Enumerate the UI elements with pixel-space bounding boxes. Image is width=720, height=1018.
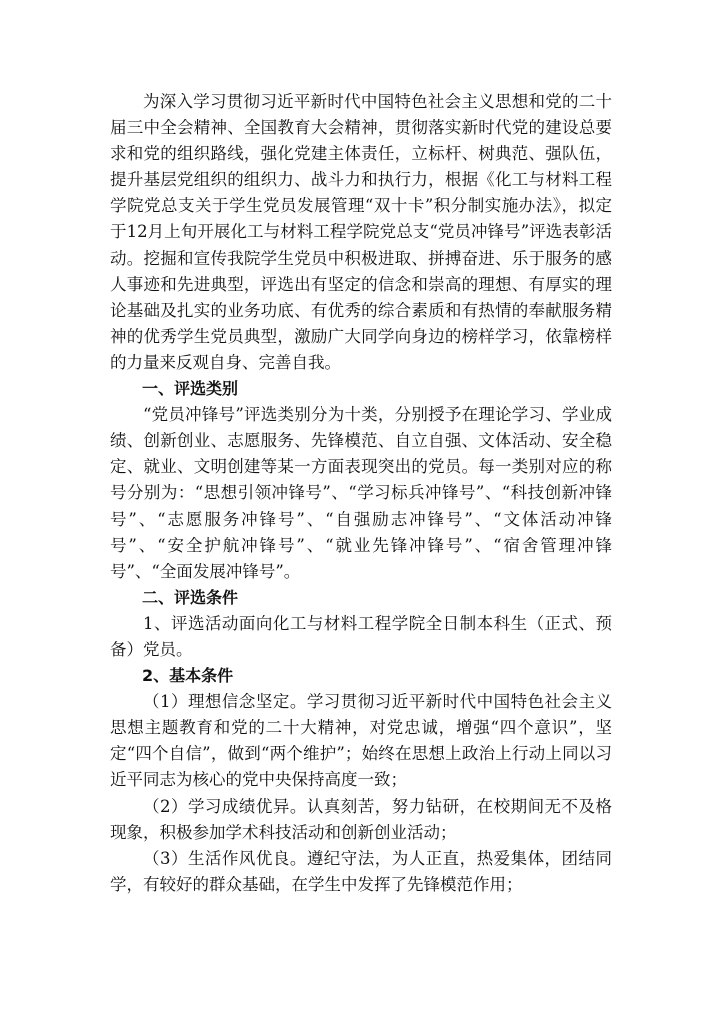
- section-heading-categories: 一、评选类别: [142, 379, 239, 399]
- subheading-basic-conditions: 2、基本条件: [142, 666, 234, 686]
- intro-paragraph: 为深入学习贯彻习近平新时代中国特色社会主义思想和党的二十届三中全会精神、全国教育大会精神，贯彻落实新时代党的建设总要求和党的组织路线，强化党建主体责任，立标杆、树典范、强队伍，提升基层党组织的组织力、战斗力和执行力，根据《化工与材料工程学院党总支关于学生党员发展管理“双十卡”积分制实施办法》，拟定于12月上旬开展化工与材料工程学院党总支“党员冲锋号”评选表彰活动。挖掘和宣传我院学生党员中积极进取、拼搏奋进、乐于服务的感人事迹和先进典型，评选出有坚定的信念和崇高的理想、有厚实的理论基础及扎实的业务功底、有优秀的综合素质和有热情的奉献服务精神的优秀学生党员典型，激励广大同学向身边的榜样学习，依靠榜样的力量来反观自身、完善自我。: [110, 92, 612, 372]
- condition-conduct-paragraph: （3）生活作风优良。遵纪守法，为人正直，热爱集体，团结同学，有较好的群众基础，在学生中发挥了先锋模范作用；: [110, 848, 612, 894]
- document-page: [110, 89, 612, 898]
- section-heading-conditions: 二、评选条件: [142, 587, 239, 607]
- condition-study-paragraph: （2）学习成绩优异。认真刻苦，努力钻研，在校期间无不及格现象，积极参加学术科技活动和创新创业活动；: [110, 796, 612, 842]
- categories-paragraph: “党员冲锋号”评选类别分为十类，分别授予在理论学习、学业成绩、创新创业、志愿服务、先锋模范、自立自强、文体活动、安全稳定、就业、文明创建等某一方面表现突出的党员。每一类别对应的称号分别为：“思想引领冲锋号”、“学习标兵冲锋号”、“科技创新冲锋号”、“志愿服务冲锋号”、“自强励志冲锋号”、“文体活动冲锋号”、“安全护航冲锋号”、“就业先锋冲锋号”、“宿舍管理冲锋号”、“全面发展冲锋号”。: [110, 405, 612, 581]
- eligibility-paragraph: 1、评选活动面向化工与材料工程学院全日制本科生（正式、预备）党员。: [110, 613, 612, 659]
- condition-ideals-paragraph: （1）理想信念坚定。学习贯彻习近平新时代中国特色社会主义思想主题教育和党的二十大精神，对党忠诚，增强“四个意识”，坚定“四个自信”，做到“两个维护”；始终在思想上政治上行动上同以习近平同志为核心的党中央保持高度一致；: [110, 692, 612, 790]
